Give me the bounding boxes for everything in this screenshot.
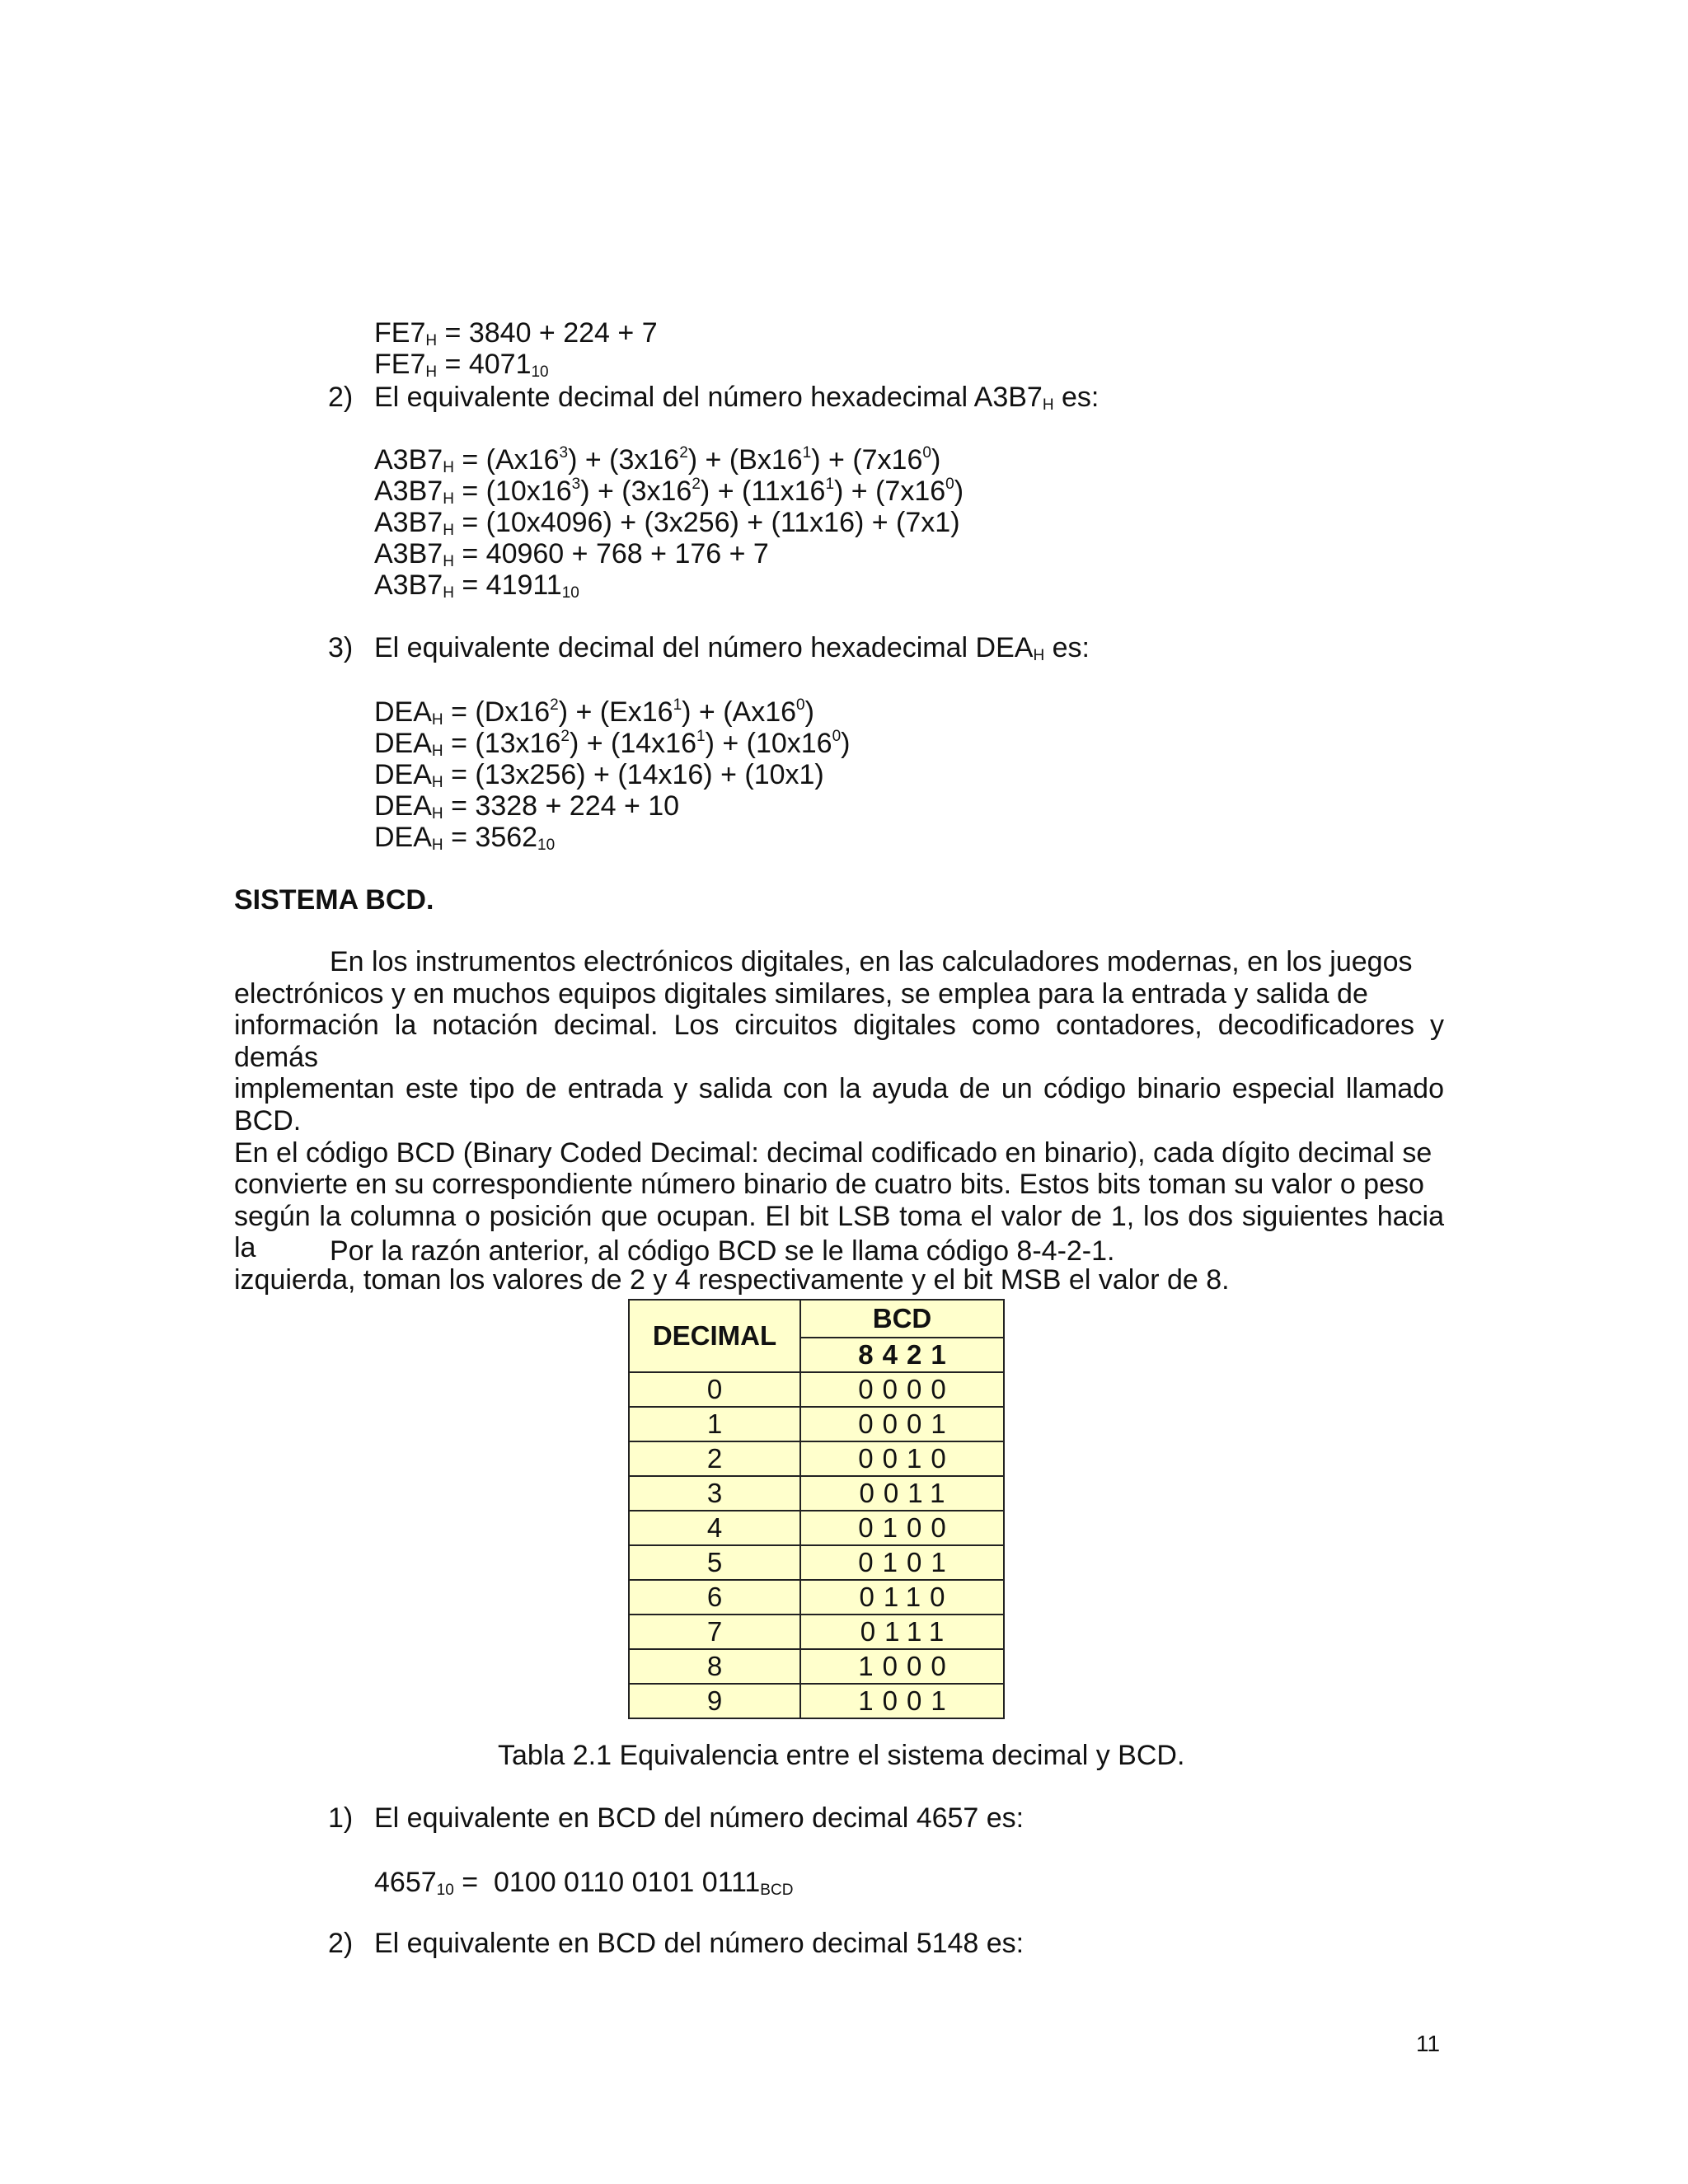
- list-item-number: 1): [328, 1802, 354, 1834]
- equation-line: $DEA_H = (13x256) + (14x16) + (10x1)$: [374, 759, 824, 791]
- decimal-cell: 8: [629, 1649, 800, 1684]
- table-row: [629, 1545, 1004, 1580]
- reason-line: Por la razón anterior, al código BCD se le llama código 8-4-2-1.: [330, 1235, 1115, 1267]
- bcd-cell: 0101: [800, 1545, 1004, 1580]
- list-item-text: El equivalente decimal del número hexadecimal $DEA_H$ es:: [374, 632, 1090, 664]
- paragraph-line: convierte en su correspondiente número binario de cuatro bits. Estos bits toman su valor o peso: [234, 1169, 1424, 1201]
- equation-line: $A3B7_H = (10x4096) + (3x256) + (11x16) + (7x1)$: [374, 507, 960, 539]
- list-item-number: 2): [328, 1928, 354, 1959]
- bcd-cell: 0111: [800, 1615, 1004, 1649]
- table-row: [629, 1615, 1004, 1649]
- equation-line: $FE7_H = 4071_{10}$: [374, 349, 549, 381]
- bcd-cell: 1000: [800, 1649, 1004, 1684]
- table-row: [629, 1580, 1004, 1615]
- table-row: [629, 1441, 1004, 1476]
- table-caption: Tabla 2.1 Equivalencia entre el sistema decimal y BCD.: [498, 1740, 1185, 1771]
- paragraph-line: implementan este tipo de entrada y salida con la ayuda de un código binario especial llamado BCD.: [234, 1073, 1444, 1137]
- header-bit-weights: 8421: [800, 1338, 1004, 1372]
- section-heading: SISTEMA BCD.: [234, 884, 434, 916]
- equation-line: $DEA_H = 3562_{10}$: [374, 822, 556, 854]
- table-row: [629, 1407, 1004, 1441]
- header-decimal: DECIMAL: [629, 1300, 800, 1372]
- equation-line: $4657_{10} = 0100$ 0110 0101 $0111_{BCD}$: [374, 1867, 794, 1899]
- decimal-cell: 4: [629, 1511, 800, 1545]
- equation-line: $A3B7_H = (10x16^3) + (3x16^2) + (11x16^1) + (7x16^0)$: [374, 476, 964, 508]
- table-row: [629, 1684, 1004, 1718]
- paragraph-line: izquierda, toman los valores de 2 y 4 respectivamente y el bit MSB el valor de 8.: [234, 1263, 1230, 1296]
- table-row: [629, 1372, 1004, 1407]
- table-row: [629, 1649, 1004, 1684]
- page-number: 11: [1416, 2031, 1441, 2056]
- list-item-text: El equivalente en BCD del número decimal 5148 es:: [374, 1928, 1025, 1959]
- decimal-cell: 9: [629, 1684, 800, 1718]
- list-item-number: 3): [328, 632, 354, 663]
- equation-line: $DEA_H = (13x16^2) + (14x16^1) + (10x16^0)$: [374, 728, 851, 760]
- decimal-cell: 3: [629, 1476, 800, 1511]
- paragraph-line: electrónicos y en muchos equipos digitales similares, se emplea para la entrada y salida de: [234, 977, 1368, 1010]
- list-item-number: 2): [328, 382, 354, 413]
- equation-line: $A3B7_H = 41911_{10}$: [374, 569, 579, 602]
- paragraph-line: información la notación decimal. Los circuitos digitales como contadores, decodificadores y demás: [234, 1010, 1444, 1073]
- equation-line: $FE7_H = 3840 + 224 + 7$: [374, 317, 658, 349]
- bcd-cell: 0010: [800, 1441, 1004, 1476]
- decimal-cell: 7: [629, 1615, 800, 1649]
- paragraph-line: En el código BCD (Binary Coded Decimal: decimal codificado en binario), cada dígito decimal se: [234, 1137, 1432, 1169]
- list-item-text: El equivalente en BCD del número decimal 4657 es:: [374, 1802, 1025, 1834]
- decimal-cell: 5: [629, 1545, 800, 1580]
- list-item-text: El equivalente decimal del número hexadecimal $A3B7_H$ es:: [374, 382, 1100, 414]
- equation-line: $A3B7_H = 40960 + 768 + 176 + 7$: [374, 538, 769, 570]
- decimal-cell: 2: [629, 1441, 800, 1476]
- bcd-cell: 1001: [800, 1684, 1004, 1718]
- table-row: [629, 1476, 1004, 1511]
- header-bcd: BCD: [800, 1300, 1004, 1338]
- table-header-row: [629, 1300, 1004, 1338]
- decimal-cell: 6: [629, 1580, 800, 1615]
- bcd-cell: 0000: [800, 1372, 1004, 1407]
- decimal-cell: 0: [629, 1372, 800, 1407]
- bcd-cell: 0100: [800, 1511, 1004, 1545]
- equation-line: $DEA_H = 3328 + 224 + 10$: [374, 790, 680, 823]
- decimal-cell: 1: [629, 1407, 800, 1441]
- bcd-table: [628, 1299, 1005, 1719]
- bcd-cell: 0011: [800, 1476, 1004, 1511]
- equation-line: $DEA_H = (Dx16^2) + (Ex16^1) + (Ax16^0)$: [374, 696, 814, 729]
- table-row: [629, 1511, 1004, 1545]
- bcd-cell: 0110: [800, 1580, 1004, 1615]
- paragraph-line: En los instrumentos electrónicos digitales, en las calculadores modernas, en los juegos: [330, 946, 1413, 977]
- bcd-cell: 0001: [800, 1407, 1004, 1441]
- equation-line: $A3B7_H = (Ax16^3) + (3x16^2) + (Bx16^1) + (7x16^0)$: [374, 444, 941, 476]
- paragraph-line: según la columna o posición que ocupan. El bit LSB toma el valor de 1, los dos siguientes hacia la: [234, 1200, 1444, 1264]
